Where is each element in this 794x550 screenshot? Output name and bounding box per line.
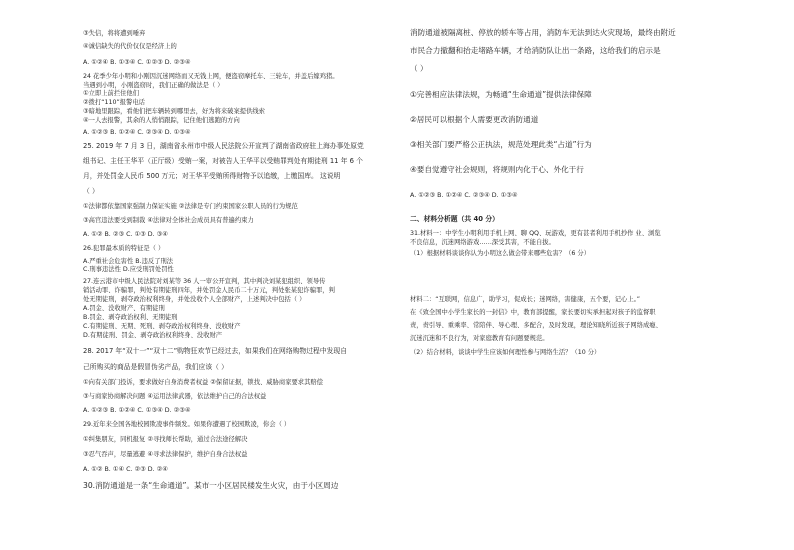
answer-choices: A. ①②③ B. ①②④ C. ①③④ D. ②③④ [83, 407, 191, 414]
question-31: 31.材料一：中学生小明利用手机上网、聊 QQ、玩游戏，更有甚者利用手机抄作 业、浏览 [410, 230, 661, 237]
option-line: ②居民可以根据个人需要更改消防通道 [410, 115, 539, 124]
answer-choices: A. ①②④ B. ①③④ C. ①②③ D. ②③④ [83, 59, 191, 66]
material-text: 在《致全国中小学生家长的一封信》中，教育部提醒，家长要切实承担起对孩子的监督职 [410, 309, 656, 316]
question-text: 己所购买的商品是假冒伪劣产品，我们应该（ ） [83, 363, 228, 371]
answer-choices: A. ①② B. ①④ C. ②③ D. ②④ [83, 466, 168, 473]
answer-blank: （ ） [83, 187, 99, 195]
question-25: 25. 2019 年 7 月 3 日，湖南省永州市中级人民法院公开宣判了湖南省政府驻上海办事处原党 [83, 142, 364, 150]
question-text: 当遇到小明，小刚盗窃时，我们正确的做法是（ ） [83, 82, 224, 89]
material-text: 沉迷沉迷和不良行为，对家庭教育有问题要规范。 [410, 335, 549, 342]
section-heading: 二、材料分析题（共 40 分） [410, 215, 499, 223]
question-29: 29.近年来全国各地校园欺凌事件频发。如果你遭遇了校园欺凌，你会（ ） [83, 421, 291, 428]
option-line: ③暗地里跟踪，看他们把车辆转到哪里去，好为将来破案提供线索 [83, 108, 265, 115]
question-text: 处无期徒刑，剥夺政治权利终身，并处没收个人全部财产，上述判决中包括（ ） [83, 296, 306, 303]
sub-question-1: （1）根据材料谈谈你认为小明这么做会带来哪些危害？（6 分） [410, 250, 591, 257]
answer-choices: A. ①②③ B. ①②④ C. ②③④ D. ①③④ [410, 192, 518, 199]
option-line: C.有期徒刑、无期、死刑、剥夺政治权利终身、没收财产 [83, 323, 241, 330]
material-text: 责，责引导、重乘率、常陪伴、导心理、多配合，及时发现，理论知晓所近孩子网络成瘾、 [410, 322, 662, 329]
question-text: 市民合力撤翻和抬走堵路车辆，才给消防队让出一条路，这给我们的启示是 [410, 46, 661, 55]
answer-blank: （ ） [410, 64, 428, 73]
sub-question-2: （2）结合材料，谈谈中学生应该如何理性参与网络生活？（10 分） [410, 349, 601, 356]
option-line: ③失信，将将遭到唾弃 [83, 30, 146, 37]
option-line: B.罚金、剥夺政治权利、无期徒刑 [83, 314, 178, 321]
option-line: ①完善相应法律法规，为畅通“生命通道”提供法律保障 [410, 90, 592, 99]
option-line: A.严重社会危害性 B.违反了刑法 [83, 258, 174, 265]
question-28: 28. 2017 年“双十一”“双十二”购物狂欢节已经过去，如果我们在网络购物过程中发现自 [83, 347, 348, 355]
answer-choices: A. ①② B. ②③ C. ①③ D. ③④ [83, 231, 168, 238]
option-line: ④诚信缺失的代价仅仅是经济上的 [83, 43, 177, 50]
question-24: 24 花季少年小明和小刚因沉迷网络而又无钱上网，便盗窃摩托车、三轮车，并盖后嫁鸡猪。 [83, 73, 339, 80]
material-text: 不良信息，沉迷网络游戏……深受其害，不能自拔。 [410, 239, 555, 246]
option-line: A.罚金、没收财产、有期徒刑 [83, 305, 165, 312]
option-line: ③与商家协商解决问题 ④运用法律武器，依法维护自己的合法权益 [83, 393, 267, 400]
answer-choices: A. ①②③ B. ①②④ C. ②③④ D. ①③④ [83, 129, 191, 136]
question-text: 销活动罪、诈骗罪，判处有期徒刑四年，并处罚金人民币二十万元，判处张某犯诈骗罪，判 [83, 287, 335, 294]
option-line: C.刑事违法性 D.应受刑罚处罚性 [83, 266, 174, 273]
question-27: 27.连云港市中级人民法院对刘某等 36 人一审公开宣判，其中判决刘某犯组织、领导传 [83, 278, 326, 285]
option-line: ①立即上前拦住他们 [83, 90, 140, 97]
option-line: ④一人去报警，其余的人悄悄跟踪，记住他们逃跑的方向 [83, 117, 240, 124]
question-text: 月，并处罚金人民币 500 万元；对王华平受贿所得财物予以追缴，上缴国库。 这说明 [83, 172, 341, 180]
option-line: D.有期徒刑、罚金、剥夺政治权利终身、没收财产 [83, 332, 223, 339]
question-26: 26.犯罪最本质的特征是（ ） [83, 245, 165, 252]
question-30-continued: 消防通道被隔离桩、停放的轿车等占用，消防车无法到达火灾现场，最终由附近 [410, 28, 676, 37]
option-line: ③高官违法要受到制裁 ④法律对全体社会成员具有普遍约束力 [83, 217, 254, 224]
option-line: ①向有关部门投诉，要求做好自身消费者权益 ②保留证据，锁找、威胁商家要求其赔偿 [83, 379, 323, 386]
question-30: 30.消防通道是一条“生命通道”。某市一小区居民楼发生火灾，由于小区周边 [83, 481, 339, 490]
option-line: ③相关部门要严格公正执法，规范处理此类“占道”行为 [410, 140, 592, 149]
option-line: ②拨打“110”报警电话 [83, 99, 145, 106]
option-line: ①法律都依靠国家强制力保证实施 ②法律是专门约束国家公职人员的行为规范 [83, 203, 298, 210]
option-line: ④要自觉遵守社会规则，将规则内化于心、外化于行 [410, 165, 584, 174]
question-text: 组书记、主任王华平（正厅级）受贿一案，对被告人王华平以受贿罪判处有期徒刑 11 年 6 个 [83, 157, 363, 165]
option-line: ③忍气吞声，尽量逃避 ④寻求法律保护，维护自身合法权益 [83, 451, 248, 458]
option-line: ①纠集朋友，同机报复 ②寻找师长帮助，通过合法途径解决 [83, 436, 248, 443]
material-two: 材料二：“互联网，信息广，助学习，促成长；迷网络，害健康，五个要，记心上。” [410, 296, 641, 303]
